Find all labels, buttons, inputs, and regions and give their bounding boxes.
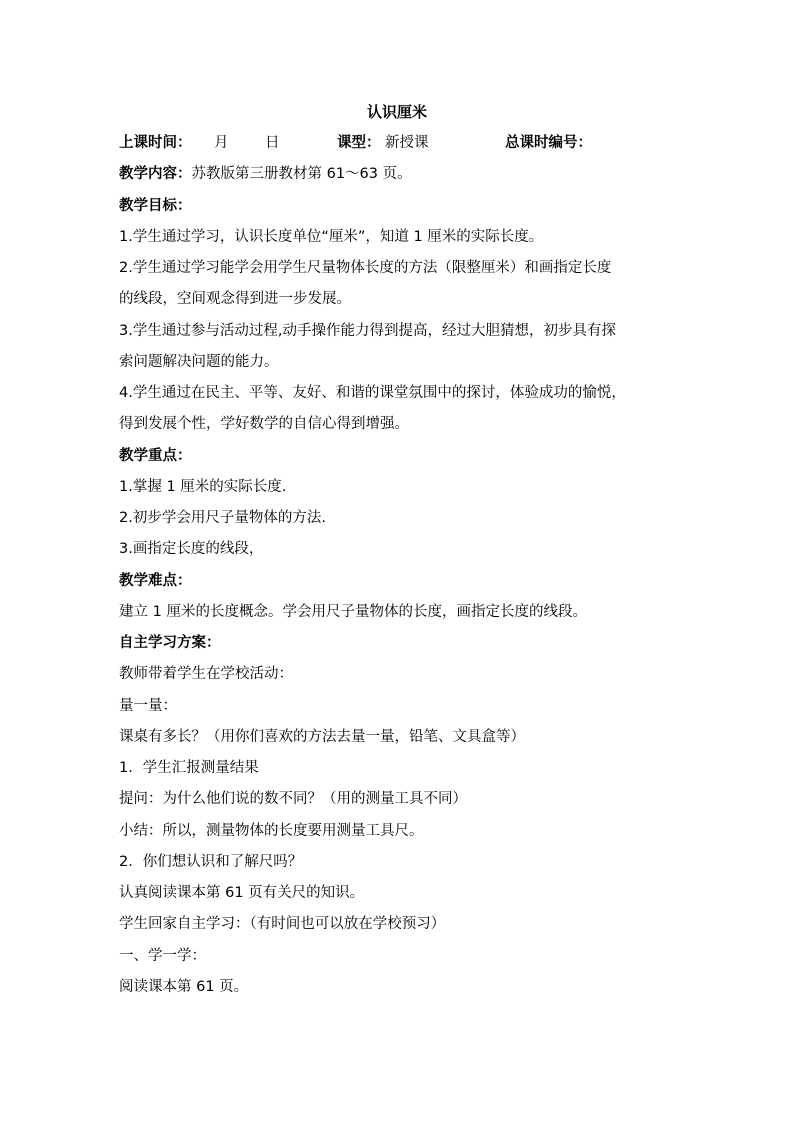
difficulties-heading: 教学难点： (119, 573, 192, 589)
self-study-line: 量一量： (119, 698, 177, 714)
key-point-line: 1.掌握 1 厘米的实际长度. (119, 479, 287, 495)
content-row (119, 163, 412, 185)
content-label: 教学内容： (119, 166, 192, 182)
self-study-line: 课桌有多长？（用你们喜欢的方法去量一量，铅笔、文具盒等） (119, 729, 525, 745)
document-title: 认识厘米 (366, 103, 427, 121)
goal-line: 3.学生通过参与活动过程,动手操作能力得到提高，经过大胆猜想，初步具有探 (119, 323, 616, 339)
key-point-line: 3.画指定长度的线段， (119, 541, 264, 557)
goal-line: 1.学生通过学习，认识长度单位“厘米”，知道 1 厘米的实际长度。 (119, 229, 544, 245)
self-study-line: 阅读课本第 61 页。 (119, 979, 249, 995)
difficulties-text: 建立 1 厘米的长度概念。学会用尺子量物体的长度，画指定长度的线段。 (119, 604, 587, 620)
self-study-line: 小结：所以，测量物体的长度要用测量工具尺。 (119, 823, 424, 839)
month-label: 月 (214, 135, 229, 151)
key-point-line: 2.初步学会用尺子量物体的方法. (119, 510, 326, 526)
self-study-line: 教师带着学生在学校活动： (119, 666, 293, 682)
class-meta-row (0, 132, 794, 154)
class-time-label: 上课时间： (119, 135, 192, 151)
self-study-line: 学生回家自主学习：（有时间也可以放在学校预习） (119, 916, 446, 932)
day-label: 日 (265, 135, 280, 151)
key-points-heading: 教学重点： (119, 448, 192, 464)
goals-heading: 教学目标： (119, 198, 192, 214)
goal-line: 2.学生通过学习能学会用学生尺量物体长度的方法（限整厘米）和画指定长度 (119, 260, 612, 276)
self-study-line: 一、学一学： (119, 948, 206, 964)
self-study-line: 2．你们想认识和了解尺吗？ (119, 854, 303, 870)
total-lesson-number-label: 总课时编号： (505, 135, 592, 151)
self-study-line: 提问：为什么他们说的数不同？（用的测量工具不同） (119, 791, 467, 807)
self-study-line: 认真阅读课本第 61 页有关尺的知识。 (119, 885, 365, 901)
goal-line: 4.学生通过在民主、平等、友好、和谐的课堂氛围中的探讨，体验成功的愉悦， (119, 385, 626, 401)
goal-line: 索问题解决问题的能力。 (119, 354, 279, 370)
goal-line: 的线段，空间观念得到进一步发展。 (119, 291, 351, 307)
goal-line: 得到发展个性，学好数学的自信心得到增强。 (119, 416, 409, 432)
self-study-line: 1．学生汇报测量结果 (119, 760, 259, 776)
lesson-type-value: 新授课 (385, 135, 429, 151)
lesson-type-label: 课型： (337, 135, 381, 151)
self-study-heading: 自主学习方案： (119, 635, 221, 651)
content-value: 苏教版第三册教材第 61～63 页。 (191, 166, 412, 182)
